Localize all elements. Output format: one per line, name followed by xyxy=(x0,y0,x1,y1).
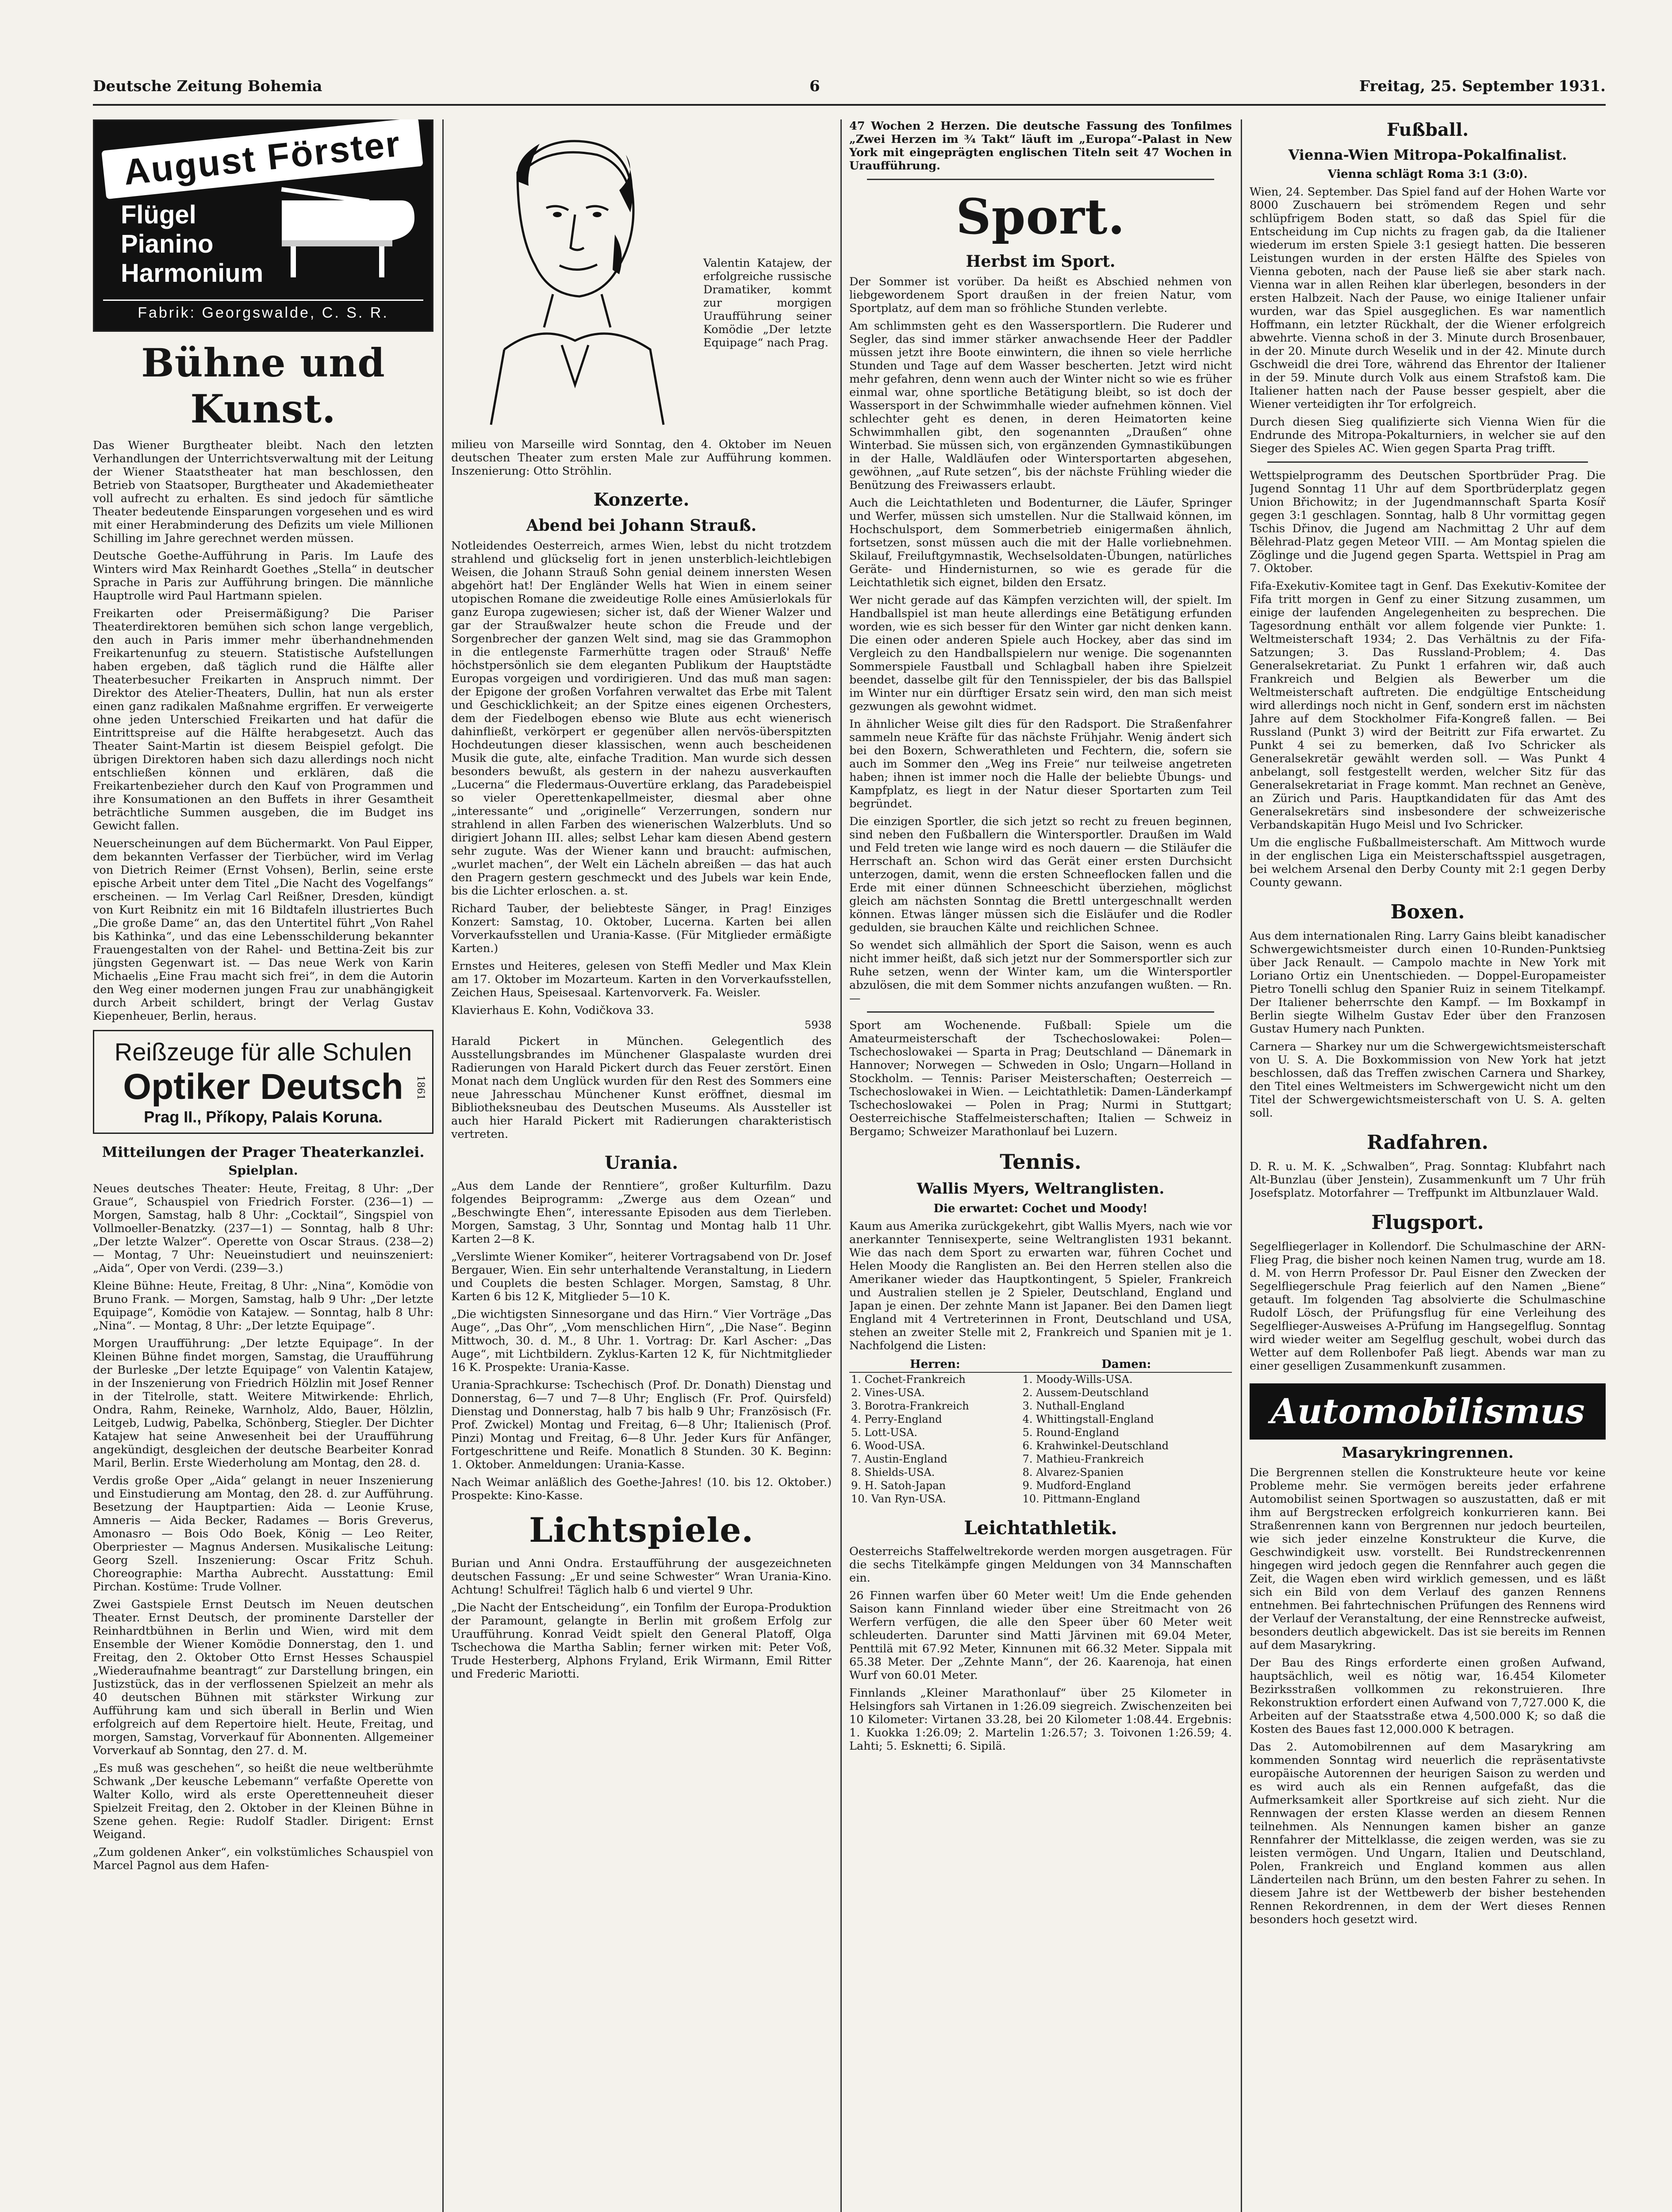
sport-paragraph: Wer nicht gerade auf das Kämpfen verzichten will, der spielt. Im Handballspiel ist man heute allerdings eine Betätigung erfunden worden, wie es sich besser für den Winter gar nicht denken kann. Die einen oder anderen Spiele auch Hockey, aber das sind im Vergleich zu den Handballspielern nur wenige. Die sogenannten Sommerspiele Faustball und Schlagball haben ihre Spielzeit beendet, dasselbe gilt für den Tennisspieler, der bis das Ballspiel im Winter nur ein dürftiger Ersatz sein wird, den man sich meist gezwungen als gewohnt widmet. xyxy=(849,594,1232,713)
ranking-cell: 4. Whittingstall-England xyxy=(1022,1413,1154,1425)
konzerte-paragraph: Notleidendes Oesterreich, armes Wien, lebst du nicht trotzdem strahlend und glückselig fort in jenen unsterblich-leichtlebigen Weisen, die Johann Strauß Sohn genial deinem innersten Wesen abgehört hat! Der Engländer Wells hat Wien in einem seiner utopischen Romane die zweideutige Rolle eines Amüsierlokals für ganz Europa zugewiesen; sicher ist, daß der Wiener Walzer und gar der Straußwalzer heute schon die Freude und der Sorgenbrecher der ganzen Welt sind, mag sie das Grammophon in die entlegenste Farmerhütte tragen oder Strauß' Neffe höchstpersönlich sie dem eleganten Publikum der Hauptstädte Europas vorgeigen und vordirigieren. Und das muß man sagen: der Epigone der großen Vorfahren verwaltet das Erbe mit Talent und Geschicklichkeit; an der Spitze eines eigenen Orchesters, dem der Fiedelbogen ebenso wie Blute aus echt wienerisch dahinfließt, verkörpert er gegenüber allen nervös-überspitzten Hochdeutungen dieser klassischen, wenn auch bescheidenen Musik die gute, alte, einfache Tradition. Man wurde sich dessen besonders bewußt, als gestern in der nahezu ausverkauften „Lucerna“ die Fledermaus-Ouvertüre erklang, das Paradebeispiel so vieler Operettenkapellmeister, diesmal aber ohne „interessante“ und „originelle“ Verzerrungen, sondern nur strahlend in allen Farben des wienerischen Walzerbluts. Und so dirigiert Johann III. alles; selbst Lehar kam diesen Abend gestern sehr zugute. Was der Wiener kann und braucht: aufmischen, „wurlet machen“, der Welt ein Lächeln abreißen — das hat auch den Pragern gestern geschmeckt und des Jubels war kein Ende, bis die Lichter erloschen. a. st. xyxy=(451,539,832,898)
tennis-ranking-table xyxy=(849,1357,1232,1505)
urania-paragraph: Urania-Sprachkurse: Tschechisch (Prof. Dr. Donath) Dienstag und Donnerstag, 6—7 und 7—8 Uhr; Englisch (Fr. Prof. Quirsfeld) Dienstag und Donnerstag, halb 7 bis halb 9 Uhr; Französisch (Fr. Prof. Zwickel) Montag und Freitag, 6—8 Uhr; Italienisch (Prof. Pinzi) Montag und Freitag, 6—8 Uhr. Jeder Kurs für Anfänger, Fortgeschrittene und Reife. Monatlich 8 Stunden. 30 K. Beginn: 1. Oktober. Anmeldungen: Urania-Kasse. xyxy=(451,1379,832,1471)
separator-line xyxy=(867,179,1214,180)
column-1 xyxy=(93,119,433,2212)
section-title-radfahren: Radfahren. xyxy=(1367,1131,1488,1154)
sport-paragraph: So wendet sich allmählich der Sport die Saison, wenn es auch nicht immer heißt, daß sich jetzt nur der Sommersportler sich zur Ruhe setzen, wenn der Winter kam, um die Wintersportler abzulösen, die mit dem Sommer nichts anzufangen wußten. — Rn. — xyxy=(849,939,1232,1005)
ranking-cell: 6. Wood-USA. xyxy=(851,1440,925,1452)
theater-paragraph: Verdis große Oper „Aida“ gelangt in neuer Inszenierung und Einstudierung am Montag, den 28. d. zur Aufführung. Besetzung der Hauptpartien: Aida — Leonie Kruse, Amneris — Aida Becker, Radames — Boris Greverus, Amonasro — Bois Odo Boek, König — Leo Reiter, Oberpriester — Magnus Andersen. Musikalische Leitung: Georg Szell. Inszenierung: Oscar Fritz Schuh. Choreographie: Martha Aubrecht. Ausstattung: Emil Pirchan. Kostüme: Trude Vollner. xyxy=(93,1474,433,1594)
table-row xyxy=(849,1452,1232,1466)
sport-wochenende-paragraph: Sport am Wochenende. Fußball: Spiele um die Amateurmeisterschaft der Tschechoslowakei: Polen—Tschechoslowakei — Sparta in Prag; Deutschland — Dänemark in Hannover; Norwegen — Schweden in Oslo; Ungarn—Holland in Stockholm. — Tennis: Pariser Meisterschaften; Oesterreich — Tschechoslowakei in Wien. — Leichtathletik: Damen-Länderkampf Tschechoslowakei — Polen in Prag; Nurmi in Stuttgart; Oesterreichische Staffelmeisterschaften; Italien — Schweiz in Bergamo; Schweizer Marathonlauf bei Luzern. xyxy=(849,1019,1232,1138)
optiker-line-2: Optiker Deutsch xyxy=(123,1067,403,1107)
section-title-konzerte: Konzerte. xyxy=(593,489,690,510)
section-title-fussball: Fußball. xyxy=(1386,119,1469,140)
mitropa-headline: Vienna-Wien Mitropa-Pokalfinalist. xyxy=(1288,146,1567,163)
leichtathletik-paragraph: Finnlands „Kleiner Marathonlauf“ über 25 Kilometer in Helsingfors sah Virtanen in 1:26.09 siegreich. Zwischenzeiten bei 10 Kilometer: Virtanen 33.28, bei 20 Kilometer 1:08.44. Ergebnis: 1. Kuokka 1:26.09; 2. Martelin 1:26.57; 3. Toivonen 1:26.59; 4. Lahti; 5. Esknetti; 6. Sipilä. xyxy=(849,1686,1232,1753)
ranking-cell: 9. H. Satoh-Japan xyxy=(851,1479,946,1492)
boxen-paragraph: Aus dem internationalen Ring. Larry Gains bleibt kanadischer Schwergewichtsmeister durch einen 10-Runden-Punktsieg über Jack Renault. — Campolo machte in New York mit Loriano Ortiz ein Unentschieden. — Doppel-Europameister Pietro Tonelli schlug den Spanier Ruiz in seinem Titelkampf. Der Italiener beherrschte den Kampf. — Im Boxkampf in Berlin siegte Wilhelm Gustav Eder über den Franzosen Gustav Humery nach Punkten. xyxy=(1250,929,1606,1036)
katajew-continuation: milieu von Marseille wird Sonntag, den 4. Oktober im Neuen deutschen Theater zum ersten Male zur Aufführung kommen. Inszenierung: Otto Ströhlin. xyxy=(451,438,832,478)
section-title-lichtspiele: Lichtspiele. xyxy=(529,1510,754,1550)
lichtspiele-paragraph: „Die Nacht der Entscheidung“, ein Tonfilm der Europa-Produktion der Paramount, gelangte in Berlin mit großem Erfolg zur Uraufführung. Konrad Veidt spielt den General Platoff, Olga Tschechowa die Martha Sablin; ferner wirken mit: Peter Voß, Trude Hesterberg, Alphons Fryland, Erik Wirmann, Emil Ritter und Frederic Mariotti. xyxy=(451,1601,832,1681)
urania-paragraph: „Verslimte Wiener Komiker“, heiterer Vortragsabend von Dr. Josef Bergauer, Wien. Ein sehr unterhaltende Veranstaltung, in Liedern und Couplets die besten Schlager. Morgen, Samstag, 8 Uhr. Karten 6 bis 12 K, Mitglieder 5—10 K. xyxy=(451,1250,832,1303)
section-title-leichtathletik: Leichtathletik. xyxy=(964,1517,1117,1539)
foerster-product-list xyxy=(121,200,263,288)
fussball-paragraph: Wettspielprogramm des Deutschen Sportbrüder Prag. Die Jugend Sonntag 11 Uhr auf dem Sportbrüderplatz gegen Union Břichowitz; in der Jugendmannschaft Sparta Kosíř gegen 3:1 geschlagen. Sonntag, halb 8 Uhr vormittag gegen Tschis Dřinov, die Jugend am Nachmittag 2 Uhr auf dem Bělehrad-Platz gegen Meteor VIII. — Am Montag spielen die Zöglinge und die Jugend gegen Sparta. Wettspiel in Prag am 7. Oktober. xyxy=(1250,469,1606,575)
urania-paragraph: „Die wichtigsten Sinnesorgane und das Hirn.“ Vier Vorträge „Das Auge“, „Das Ohr“, „Vom menschlichen Hirn“, „Die Nase“. Beginn Mittwoch, 30. d. M., 8 Uhr. 1. Vortrag: Dr. Karl Ascher: „Das Auge“, mit Lichtbildern. Zyklus-Karten 12 K, für Nichtmitglieder 16 K. Prospekte: Urania-Kasse. xyxy=(451,1308,832,1374)
theater-paragraph: Kleine Bühne: Heute, Freitag, 8 Uhr: „Nina“, Komödie von Bruno Frank. — Morgen, Samstag, halb 9 Uhr: „Der letzte Equipage“, Komödie von Katajew. — Sonntag, halb 8 Uhr: „Nina“. — Montag, 8 Uhr: „Der letzte Equipage“. xyxy=(93,1279,433,1333)
table-row xyxy=(849,1479,1232,1492)
strauss-headline: Abend bei Johann Strauß. xyxy=(526,516,757,535)
ranking-cell: 5. Lott-USA. xyxy=(851,1426,917,1439)
urania-paragraph: Nach Weimar anläßlich des Goethe-Jahres! (10. bis 12. Oktober.) Prospekte: Kino-Kasse. xyxy=(451,1476,832,1502)
sport-paragraph: Die einzigen Sportler, die sich jetzt so recht zu freuen beginnen, sind neben den Fußballern die Wintersportler. Draußen im Wald und Feld treten wie lange wird es noch dauern — die Stiläufer die Herrschaft an. Schon wird das Gerät einer ersten Durchsicht unterzogen, damit, wenn die ersten Schneeflocken fallen und die Erde mit einer dünnen Schneeschicht überziehen, möglichst gleich am nächsten Sonntag die Brettl untergeschnallt werden können. Etwas länger müssen sich die Eisläufer und die Rodler gedulden, sie brauchen Kälte und reichlichen Schnee. xyxy=(849,815,1232,934)
mitropa-subheadline: Vienna schlägt Roma 3:1 (3:0). xyxy=(1327,168,1528,181)
section-title-theaterkanzlei: Mitteilungen der Prager Theaterkanzlei. xyxy=(102,1144,425,1160)
column-2 xyxy=(451,119,832,2212)
foerster-advertisement xyxy=(93,119,433,332)
lichtspiele-paragraph: Burian und Anni Ondra. Erstaufführung der ausgezeichneten deutschen Fassung: „Er und seine Schwester“ Wran Urania-Kino. Achtung! Schulfrei! Täglich halb 6 und viertel 9 Uhr. xyxy=(451,1557,832,1597)
leichtathletik-paragraph: 26 Finnen warfen über 60 Meter weit! Um die Ende gehenden Saison kann Finnland wieder über eine Streitmacht von 26 Werfern verfügen, die alle den Speer über 60 Meter weit schleuderten. Darunter sind Matti Järvinen mit 69.04 Meter, Penttilä mit 67.92 Meter, Kinnunen mit 66.32 Meter. Sippala mit 65.38 Meter. Der „Zehnte Mann“, der 26. Kaarenoja, hat einen Wurf von 60.01 Meter. xyxy=(849,1589,1232,1682)
ranking-cell: 9. Mudford-England xyxy=(1022,1479,1131,1492)
table-row xyxy=(849,1372,1232,1386)
ranking-cell: 10. Van Ryn-USA. xyxy=(851,1493,946,1505)
flugsport-paragraph: Segelfliegerlager in Kollendorf. Die Schulmaschine der ARN-Flieg Prag, die bisher noch keinen Namen trug, wurde am 18. d. M. von Herrn Professor Dr. Paul Eisner den Zwecken der Segelfliegerschule Prag feierlich auf den Namen „Biene“ getauft. Im folgenden Tag absolvierte die Schulmaschine Rudolf Lösch, der Prüfungsflug für eine Verleihung des Segelflieger-Ausweises A-Prüfung im Hangsegelflug. Sonntag wird wieder weiter am Segelflug geschult, wobei durch das Wetter auf dem Rollenbofer Paß liegt. Abends war man zu einer geselligen Zusammenkunft zusammen. xyxy=(1250,1240,1606,1373)
optiker-deutsch-advertisement xyxy=(93,1030,433,1134)
ranking-cell: 8. Alvarez-Spanien xyxy=(1022,1466,1124,1479)
buehne-paragraph: Deutsche Goethe-Aufführung in Paris. Im Laufe des Winters wird Max Reinhardt Goethes „Stella“ in deutscher Sprache in Paris zur Aufführung bringen. Die männliche Hauptrolle wird Paul Hartmann spielen. xyxy=(93,549,433,603)
foerster-factory-line: Fabrik: Georgswalde, C. S. R. xyxy=(103,300,423,322)
foerster-brand-name: August Förster xyxy=(122,123,403,193)
table-header-row xyxy=(849,1357,1232,1372)
ranking-cell: 6. Krahwinkel-Deutschland xyxy=(1022,1440,1169,1452)
section-title-flugsport: Flugsport. xyxy=(1371,1211,1484,1234)
tennis-subtitle: Wallis Myers, Weltranglisten. xyxy=(917,1180,1165,1198)
buehne-paragraph: Freikarten oder Preisermäßigung? Die Pariser Theaterdirektoren bemühen sich schon lange vergeblich, den auch in Paris immer mehr überhandnehmenden Freikartenunfug zu steuern. Statistische Aufstellungen haben ergeben, daß täglich rund die Hälfte aller Theaterbesucher Freikarten in Anspruch nimmt. Der Direktor des Atelier-Theaters, Dullin, hat nun als erster einen ganz radikalen Maßnahme ergriffen. Er verweigerte ohne jeden Unterschied Freikarten und hat dafür die Eintrittspreise auf die Hälfte herabgesetzt. Auch das Theater Saint-Martin ist diesem Beispiel gefolgt. Die übrigen Direktoren haben sich dazu allerdings noch nicht entschließen können und erklären, daß die Freikartenbezieher durch den Kauf von Programmen und ihre Konsumationen an den Buffets in ihrer Gesamtheit beträchtliche Summen ausgeben, die im Budget ins Gewicht fallen. xyxy=(93,607,433,833)
foerster-product-1: Flügel xyxy=(121,200,196,229)
buehne-paragraph: Das Wiener Burgtheater bleibt. Nach den letzten Verhandlungen der Unterrichtsverwaltung mit der Leitung der Wiener Staatstheater hat man beschlossen, den Betrieb von Staatsoper, Burgtheater und Akademietheater voll aufrecht zu erhalten. Es sind jedoch für sämtliche Theater bedeutende Einsparungen vorgesehen und es wird mit einer Herabminderung des Defizits um viele Millionen Schilling im Jahre gerechnet werden müssen. xyxy=(93,439,433,545)
column-rule xyxy=(1241,119,1242,2212)
tennis-subsubtitle: Die erwartet: Cochet und Moody! xyxy=(933,1202,1148,1215)
table-row xyxy=(849,1413,1232,1426)
optiker-line-1: Reißzeuge für alle Schulen xyxy=(114,1038,412,1066)
radfahren-paragraph: D. R. u. M. K. „Schwalben“, Prag. Sonntag: Klubfahrt nach Alt-Bunzlau (über Jenstein), Zusammenkunft um 7 Uhr früh Josefsplatz. Motorfahrer — Treffpunkt im Altbunzlauer Wald. xyxy=(1250,1160,1606,1200)
leichtathletik-paragraph: Oesterreichs Staffelweltrekorde werden morgen ausgetragen. Für die sechs Titelkämpfe gingen Meldungen von 34 Mannschaften ein. xyxy=(849,1545,1232,1585)
column-rule xyxy=(442,119,444,2212)
ranking-cell: 1. Moody-Wills-USA. xyxy=(1022,1373,1133,1386)
ranking-cell: 3. Nuthall-England xyxy=(1022,1400,1125,1412)
foerster-product-2: Pianino xyxy=(121,230,214,258)
table-row xyxy=(849,1386,1232,1399)
urania-paragraph: „Aus dem Lande der Renntiere“, großer Kulturfilm. Dazu folgendes Beiprogramm: „Zwerge aus dem Ozean“ und „Beschwingte Ehen“, interessante Episoden aus dem Tierleben. Morgen, Samstag, 3 Uhr, Sonntag und Montag halb 11 Uhr. Karten 2—8 K. xyxy=(451,1179,832,1246)
katajew-portrait-drawing xyxy=(451,119,699,429)
separator-line xyxy=(867,1011,1214,1013)
ranking-cell: 2. Aussem-Deutschland xyxy=(1022,1386,1149,1399)
theater-paragraph: „Zum goldenen Anker“, ein volkstümliches Schauspiel von Marcel Pagnol aus dem Hafen- xyxy=(93,1846,433,1872)
automobilismus-paragraph: Die Bergrennen stellen die Konstrukteure heute vor keine Probleme mehr. Sie vermögen bereits jeder erfahrene Automobilist seinen Sportwagen so auszustatten, daß er mit ihm auf Bergstrecken erfolgreich konkurrieren kann. Bei Straßenrennen kann von Bergrennen nur jedoch beurteilen, wie sich jeder einzelne Konstrukteur die Kurve, die Geschwindigkeit usw. vorstellt. Bei Rundstreckenrennen hingegen wird jedoch gegen die Rennfahrer auch gegen die Zeit, die Wagen eben wird wirklich gemessen, und es läßt sich ein Bild von dem Verlauf des ganzen Rennens entnehmen. Bei fahrtechnischen Prüfungen des Rennens wird der Verlauf der Veranstaltung, der eine Rennstrecke aufweist, besonders deutlich abgewickelt. Das ist sie bereits im Rennen auf dem Masarykring. xyxy=(1250,1466,1606,1652)
theater-paragraph: Zwei Gastspiele Ernst Deutsch im Neuen deutschen Theater. Ernst Deutsch, der prominente Darsteller der Reinhardtbühnen in Berlin und Wien, wird mit dem Ensemble der Wiener Komödie Donnerstag, den 1. und Freitag, den 2. Oktober Otto Ernst Hesses Schauspiel „Wiederaufnahme beantragt“ zur Darstellung bringen, ein Justizstück, das in der verflossenen Spielzeit an mehr als 40 deutschen Bühnen mit stärkster Wirkung zur Aufführung kam und sich überall in Berlin und Wien erfolgreich auf dem Repertoire hielt. Heute, Freitag, und morgen, Samstag, Vorverkauf für Abonnenten. Allgemeiner Vorverkauf ab Sonntag, den 27. d. M. xyxy=(93,1598,433,1757)
konzerte-paragraph: Ernstes und Heiteres, gelesen von Steffi Medler und Max Klein am 17. Oktober im Mozarteum. Karten in den Vorverkaufsstellen, Zeichen Haus, Speisesaal. Kartenvorverk. Fa. Weisler. xyxy=(451,960,832,999)
ranking-cell: 4. Perry-England xyxy=(851,1413,942,1425)
sport-paragraph: Am schlimmsten geht es den Wassersportlern. Die Ruderer und Segler, das sind immer stärker anwachsende Heer der Paddler müssen jetzt ihre Boote einwintern, die ihnen so viele herrliche Stunden und Tage auf dem Wasser bescherten. Jetzt wird nicht mehr gefahren, denn wenn auch der Winter nicht so wie es früher einmal war, ohne sportliche Betätigung bleibt, so ist doch der Wassersport in der Schwimmhalle wieder aufnehmen können. Viel schlechter geht es denen, in deren Heimatorten keine Schwimmhallen gibt, den sogenannten „Draußen“ ohne Winterbad. Sie müssen sich, von ergänzenden Gymnastikübungen in der Halle, Waldläufen oder Wintersportarten abgesehen, gewöhnen, „auf Rute setzen“, bis der nächste Frühling wieder die Benützung des Freiwassers erlaubt. xyxy=(849,319,1232,492)
section-title-boxen: Boxen. xyxy=(1390,901,1465,923)
section-title-tennis: Tennis. xyxy=(1000,1150,1081,1174)
optiker-side-code: 1861 xyxy=(415,1075,426,1100)
theater-paragraph: „Es muß was geschehen“, so heißt die neue weltberühmte Schwank „Der keusche Lebemann“ verfaßte Operette von Walter Kollo, wird als erste Operettenneuheit dieser Spielzeit Freitag, den 2. Oktober in der Kleinen Bühne in Szene gehen. Regie: Rudolf Stadler. Dirigent: Ernst Weigand. xyxy=(93,1762,433,1841)
ranking-cell: 5. Round-England xyxy=(1022,1426,1120,1439)
ranking-cell: 7. Mathieu-Frankreich xyxy=(1022,1453,1144,1465)
ranking-cell: 10. Pittmann-England xyxy=(1022,1493,1140,1505)
herbst-headline: Herbst im Sport. xyxy=(966,252,1116,271)
optiker-line-3: Prag II., Příkopy, Palais Koruna. xyxy=(144,1108,383,1126)
header-date: Freitag, 25. September 1931. xyxy=(1359,77,1606,95)
automobilismus-paragraph: Der Bau des Rings erforderte einen großen Aufwand, hauptsächlich, weil es nötig war, 16.454 Kilometer Bezirksstraßen vollkommen zu rekonstruieren. Ihre Rekonstruktion erfordert einen Aufwand von 7,727.000 K, die Arbeiten auf der Staatsstraße etwa 4,500.000 K; so daß die Kosten des Baues fast 12,000.000 K betragen. xyxy=(1250,1656,1606,1736)
running-header xyxy=(93,77,1606,106)
konzerte-paragraph: Klavierhaus E. Kohn, Vodičkova 33. xyxy=(451,1004,654,1017)
ranking-cell: 7. Austin-England xyxy=(851,1453,947,1465)
table-row xyxy=(849,1399,1232,1413)
spielplan-subtitle: Spielplan. xyxy=(228,1163,298,1178)
theater-paragraph: Neues deutsches Theater: Heute, Freitag, 8 Uhr: „Der Graue“, Schauspiel von Friedrich Forster. (236—1) — Morgen, Samstag, halb 8 Uhr: „Cocktail“, Singspiel von Vollmoeller-Benatzky. (237—1) — Sonntag, halb 8 Uhr: „Der letzte Walzer“. Operette von Oscar Straus. (238—2) — Montag, 7 Uhr: Neueinstudiert und neuinszeniert: „Aida“, Oper von Verdi. (239—3.) xyxy=(93,1182,433,1275)
ad-number: 5938 xyxy=(804,1019,832,1031)
separator-line xyxy=(1267,461,1588,463)
section-title-urania: Urania. xyxy=(605,1152,678,1173)
grand-piano-icon xyxy=(273,183,419,280)
konzerte-paragraph: Richard Tauber, der beliebteste Sänger, in Prag! Einziges Konzert: Samstag, 10. Oktober, Lucerna. Karten bei allen Vorverkaufsstellen und Urania-Kasse. (Für Mitglieder ermäßigte Karten.) xyxy=(451,902,832,955)
sport-paragraph: Der Sommer ist vorüber. Da heißt es Abschied nehmen von liebgewordenem Sport draußen in der freien Natur, vom Sportplatz, auf dem man so fröhliche Stunden verlebte. xyxy=(849,275,1232,315)
katajew-caption: Valentin Katajew, der erfolgreiche russische Dramatiker, kommt zur morgigen Uraufführung seiner Komödie „Der letzte Equipage“ nach Prag. xyxy=(703,257,832,349)
column-4 xyxy=(1250,119,1606,2212)
header-paper-name: Deutsche Zeitung Bohemia xyxy=(93,77,322,95)
section-title-buehne: Bühne und Kunst. xyxy=(141,340,385,432)
column-rule xyxy=(840,119,842,2212)
table-row xyxy=(849,1466,1232,1479)
table-row xyxy=(849,1492,1232,1505)
boxen-paragraph: Carnera — Sharkey nur um die Schwergewichtsmeisterschaft von U. S. A. Die Boxkommission von New York hat jetzt beschlossen, daß das Treffen zwischen Carnera und Sharkey, den Titel eines Weltmeisters im Schwergewicht nicht um den Titel der Schwergewichtsmeisterschaft von U. S. A. gelten soll. xyxy=(1250,1040,1606,1120)
buehne-paragraph: Neuerscheinungen auf dem Büchermarkt. Von Paul Eipper, dem bekannten Verfasser der Tierbücher, wird im Verlag von Dietrich Reimer (Ernst Vohsen), Berlin, seine erste epische Arbeit unter dem Titel „Die Nacht des Vogelfangs“ erscheinen. — Im Verlag Carl Reißner, Dresden, kündigt von Kurt Reibnitz ein mit 16 Bildtafeln illustriertes Buch „Die große Dame“ an, das den Untertitel führt „Von Rahel bis Kathinka“, und das eine Lebensschilderung bekannter Frauengestalten von der Rahel- und Bettina-Zeit bis zur jüngsten Gegenwart ist. — Das neue Werk von Karin Michaelis „Eine Frau macht sich frei“, in dem die Autorin den Weg einer modernen jungen Frau zur unabhängigkeit durch Arbeit schildert, bringt der Verlag Gustav Kiepenheuer, Berlin, heraus. xyxy=(93,837,433,1023)
sport-paragraph: In ähnlicher Weise gilt dies für den Radsport. Die Straßenfahrer sammeln neue Kräfte für das nächste Frühjahr. Wenig ändert sich bei den Boxern, Schwerathleten und Fechtern, die, sofern sie auch im Sommer den „Weg ins Freie“ nur teilweise angetreten haben; ihnen ist immer noch die Halle der beliebte Übungs- und Kampfplatz, es liegt in der Natur dieser Sportarten zum Teil begründet. xyxy=(849,718,1232,810)
pickert-paragraph: Harald Pickert in München. Gelegentlich des Ausstellungsbrandes im Münchener Glaspalaste wurden drei Radierungen von Harald Pickert durch das Feuer zerstört. Einen Monat nach dem Unglück wurden für den Rest des Sommers eine neue Jahresschau Münchener Kunst eröffnet, diesmal im Bibliotheksneubau des Deutschen Museums. Als Aussteller ist auch hier Harald Pickert mit Radierungen charakteristisch vertreten. xyxy=(451,1035,832,1141)
table-row xyxy=(849,1426,1232,1439)
table-row xyxy=(849,1439,1232,1452)
tennis-intro: Kaum aus Amerika zurückgekehrt, gibt Wallis Myers, nach wie vor anerkannter Tennisexperte, seine Weltranglisten 1931 bekannt. Wie das nach dem Sport zu erwarten war, führen Cochet und Helen Moody die Ranglisten an. Bei den Herren stellen also die Amerikaner wieder das Hauptkontingent, 5 Spieler, Frankreich und Australien stellen je 2 Spieler, Deutschland, England und Japan je einen. Der zehnte Mann ist Japaner. Bei den Damen liegt England mit 4 Vertreterinnen in Front, Deutschland und USA, stehen an zweiter Stelle mit 2, Frankreich und Spanien mit je 1. Nachfolgend die Listen: xyxy=(849,1220,1232,1352)
section-title-sport: Sport. xyxy=(956,188,1125,245)
header-page-number: 6 xyxy=(809,77,820,95)
zwei-herzen-notice: 47 Wochen 2 Herzen. Die deutsche Fassung des Tonfilmes „Zwei Herzen im ¾ Takt“ läuft im „Europa“-Palast in New York mit eingeprägten englischen Titeln seit 47 Wochen in Uraufführung. xyxy=(849,119,1232,173)
katajew-portrait-block xyxy=(451,119,832,438)
fussball-paragraph: Durch diesen Sieg qualifizierte sich Vienna Wien für die Endrunde des Mitropa-Pokalturniers, in welcher sie auf den Sieger des Spieles AC. Wien gegen Sparta Prag trifft. xyxy=(1250,415,1606,455)
fussball-paragraph: Wien, 24. September. Das Spiel fand auf der Hohen Warte vor 8000 Zuschauern bei strömendem Regen und sehr schlüpfrigem Boden statt, so daß das Spiel für die Entscheidung im Cup nichts zu fragen gab, da die Italiener wiederum im ersten Spiele 3:1 gesiegt hatten. Die besseren Leistungen wurden in der ersten Hälfte des Spieles von Vienna geboten, nach der Pause ließ sie aber stark nach. Vienna war in allen Reihen klar überlegen, besonders in der ersten Halbzeit. Nach der Pause, wo einige Italiener unfair wurden, war das Spiel ausgeglichen. Es war namentlich Hoffmann, ein letzter Rückhalt, der die Wiener erfolgreich abwehrte. Vienna schoß in der 3. Minute durch Brosenbauer, in der 20. Minute durch Weselik und in der 42. Minute durch Gschweidl die drei Tore, während das Ehrentor der Italiener in der 59. Minute durch Volk aus einem Strafstoß kam. Die Italiener hatten nach der Pause besser gespielt, aber die Wiener verteidigten ihr Tor erfolgreich. xyxy=(1250,185,1606,411)
fussball-paragraph: Um die englische Fußballmeisterschaft. Am Mittwoch wurde in der englischen Liga ein Meisterschaftsspiel ausgetragen, bei welchem Arsenal den Derby County mit 2:1 gegen Derby County gewann. xyxy=(1250,836,1606,889)
sport-paragraph: Auch die Leichtathleten und Bodenturner, die Läufer, Springer und Werfer, müssen sich umstellen. Nur die Stallwaid können, im Hochschulsport, dem Sommerbetrieb einigermaßen ähnlich, fortsetzen, sonst müssen auch die mit der Halle vorliebnehmen. Skilauf, Freiluftgymnastik, Wechselsoldaten-Übungen, natürliches Geräte- und Hindernisturnen, so wie es gerade für die Leichtathletik sich eignet, bilden den Ersatz. xyxy=(849,496,1232,589)
foerster-product-3: Harmonium xyxy=(121,259,264,288)
ranking-cell: 8. Shields-USA. xyxy=(851,1466,935,1479)
masarykring-headline: Masarykringrennen. xyxy=(1342,1444,1514,1462)
theater-paragraph: Morgen Uraufführung: „Der letzte Equipage“. In der Kleinen Bühne findet morgen, Samstag, die Uraufführung der Burleske „Der letzte Equipage“ von Valentin Katajew, in der Inszenierung von Friedrich Hölzlin mit Josef Renner in der Titelrolle, statt. Weitere Mitwirkende: Ehrlich, Ondra, Rahm, Reineke, Warnholz, Aldo, Bauer, Hölzlin, Leitgeb, Ludwig, Pabelka, Schönberg, Stiegler. Der Dichter Katajew hat seine Anwesenheit bei der Uraufführung angekündigt, desgleichen der deutsche Bearbeiter Konrad Maril, Berlin. Erste Wiederholung am Montag, den 28. d. xyxy=(93,1337,433,1470)
ranking-cell: 3. Borotra-Frankreich xyxy=(851,1400,969,1412)
column-3 xyxy=(849,119,1232,2212)
herren-column-header: Herren: xyxy=(849,1357,1021,1372)
automobilismus-paragraph: Das 2. Automobilrennen auf dem Masarykring am kommenden Sonntag wird neuerlich die repräsentativste europäische Autorennen der heurigen Saison zu werden und es wird auch als ein Rennen aufgefaßt, das die Aufmerksamkeit aller Sportkreise auf sich zieht. Nur die Rennwagen der ersten Klasse werden an diesem Rennen teilnehmen. Als Nennungen kamen bisher an ganze Rennfahrer der Mittelklasse, die zeigen werden, was sie zu leisten vermögen. Und Ungarn, Italien und Deutschland, Polen, Frankreich und England kommen aus allen Länderteilen nach Brünn, um den besten Fahrer zu sehen. In diesem Jahre ist der Wettbewerb der bisher bestehenden Rennen Rekordrennen, in dem der Wert dieses Rennen besonders hoch gesetzt wird. xyxy=(1250,1740,1606,1926)
fussball-paragraph: Fifa-Exekutiv-Komitee tagt in Genf. Das Exekutiv-Komitee der Fifa tritt morgen in Genf zu einer Sitzung zusammen, um einige der laufenden Angelegenheiten zu besprechen. Die Tagesordnung enthält vor allem folgende vier Punkte: 1. Weltmeisterschaft 1934; 2. Das Verhältnis zu der Fifa-Satzungen; 3. Das Russland-Problem; 4. Das Generalsekretariat. Zu Punkt 1 erfahren wir, daß auch Frankreich und Belgien als Bewerber um die Weltmeisterschaft auftreten. Die endgültige Entscheidung wird allerdings noch nicht in Genf, sondern erst im nächsten Jahre auf dem Stockholmer Fifa-Kongreß fallen. — Bei Russland (Punkt 3) wird der Beitritt zur Fifa erwartet. Zu Punkt 4 sei zu bemerken, daß Ivo Schricker als Generalsekretär gewählt werden soll. — Was Punkt 4 anbelangt, soll festgestellt werden, welcher Sitz für das Generalsekretariat in Frage kommt. Man rechnet an Genève, an Zürich und Paris. Hauptkandidaten für das Amt des Generalsekretärs sind insbesondere der schweizerische Verbandskapitän Hugo Meisl und Ivo Schricker. xyxy=(1250,580,1606,832)
damen-column-header: Damen: xyxy=(1021,1357,1232,1372)
ranking-cell: 2. Vines-USA. xyxy=(851,1386,925,1399)
ranking-cell: 1. Cochet-Frankreich xyxy=(851,1373,966,1386)
section-title-automobilismus: Automobilismus xyxy=(1250,1383,1606,1440)
